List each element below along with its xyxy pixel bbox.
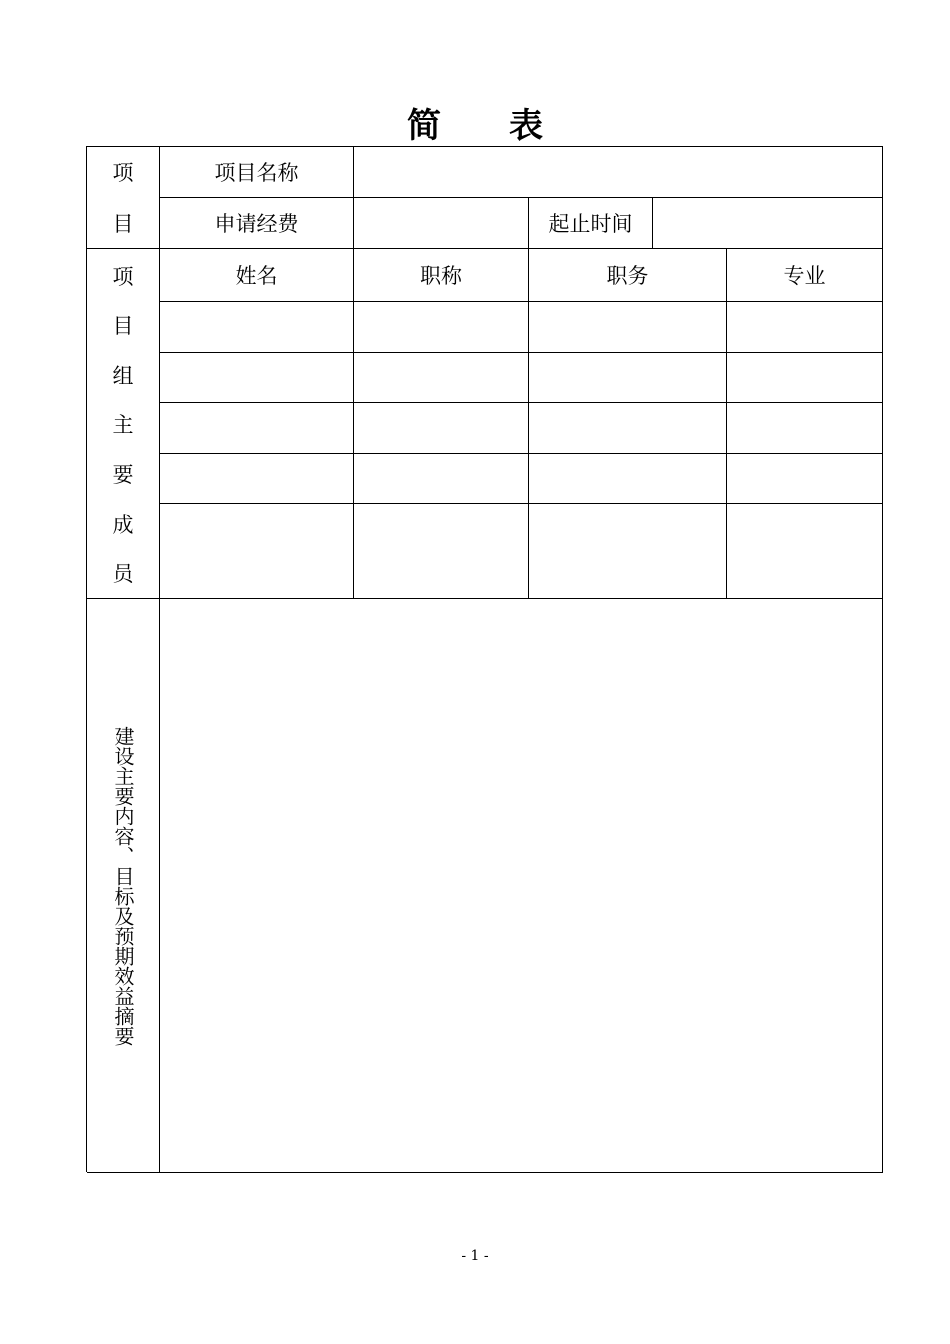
side-char: 员: [112, 562, 134, 587]
project-name-label: 项目名称: [160, 147, 354, 198]
side-char: 项: [112, 161, 134, 186]
document-title: [0, 98, 950, 148]
side-char: 项: [112, 264, 134, 289]
page-number: - 1 -: [461, 1248, 489, 1264]
side-char: 要: [112, 463, 134, 488]
member-cell[interactable]: [354, 454, 529, 504]
side-char: 主: [112, 413, 134, 438]
summary-content-field[interactable]: [160, 599, 883, 1173]
summary-side-text: 建设主要内容、目标及预期效益摘要: [111, 725, 135, 1046]
member-cell[interactable]: [529, 504, 727, 599]
member-cell[interactable]: [160, 353, 354, 403]
summary-section-side-label: [87, 599, 160, 1173]
side-char: 目: [112, 314, 134, 339]
member-cell[interactable]: [529, 403, 727, 454]
member-cell[interactable]: [354, 504, 529, 599]
member-cell[interactable]: [160, 302, 354, 353]
members-section-side-label: [87, 249, 160, 599]
project-name-field[interactable]: [354, 147, 883, 198]
member-cell[interactable]: [529, 353, 727, 403]
member-cell[interactable]: [160, 504, 354, 599]
title-char-1: 简: [407, 106, 441, 146]
header-position: 职务: [529, 249, 727, 302]
member-cell[interactable]: [727, 454, 883, 504]
member-cell[interactable]: [160, 403, 354, 454]
header-specialty: 专业: [727, 249, 883, 302]
member-cell[interactable]: [354, 302, 529, 353]
member-cell[interactable]: [160, 454, 354, 504]
side-char: 目: [112, 211, 134, 236]
member-cell[interactable]: [727, 353, 883, 403]
member-cell[interactable]: [529, 302, 727, 353]
member-cell[interactable]: [727, 403, 883, 454]
member-cell[interactable]: [354, 403, 529, 454]
member-cell[interactable]: [727, 302, 883, 353]
project-section-side-label: [87, 147, 160, 249]
funding-field[interactable]: [354, 198, 529, 249]
member-cell[interactable]: [727, 504, 883, 599]
member-cell[interactable]: [354, 353, 529, 403]
period-field[interactable]: [653, 198, 883, 249]
header-name: 姓名: [160, 249, 354, 302]
member-cell[interactable]: [529, 454, 727, 504]
side-char: 组: [112, 363, 134, 388]
period-label: 起止时间: [529, 198, 653, 249]
funding-label: 申请经费: [160, 198, 354, 249]
title-char-2: 表: [509, 106, 543, 146]
summary-form-table: [86, 146, 883, 1172]
side-char: 成: [112, 512, 134, 537]
header-title: 职称: [354, 249, 529, 302]
